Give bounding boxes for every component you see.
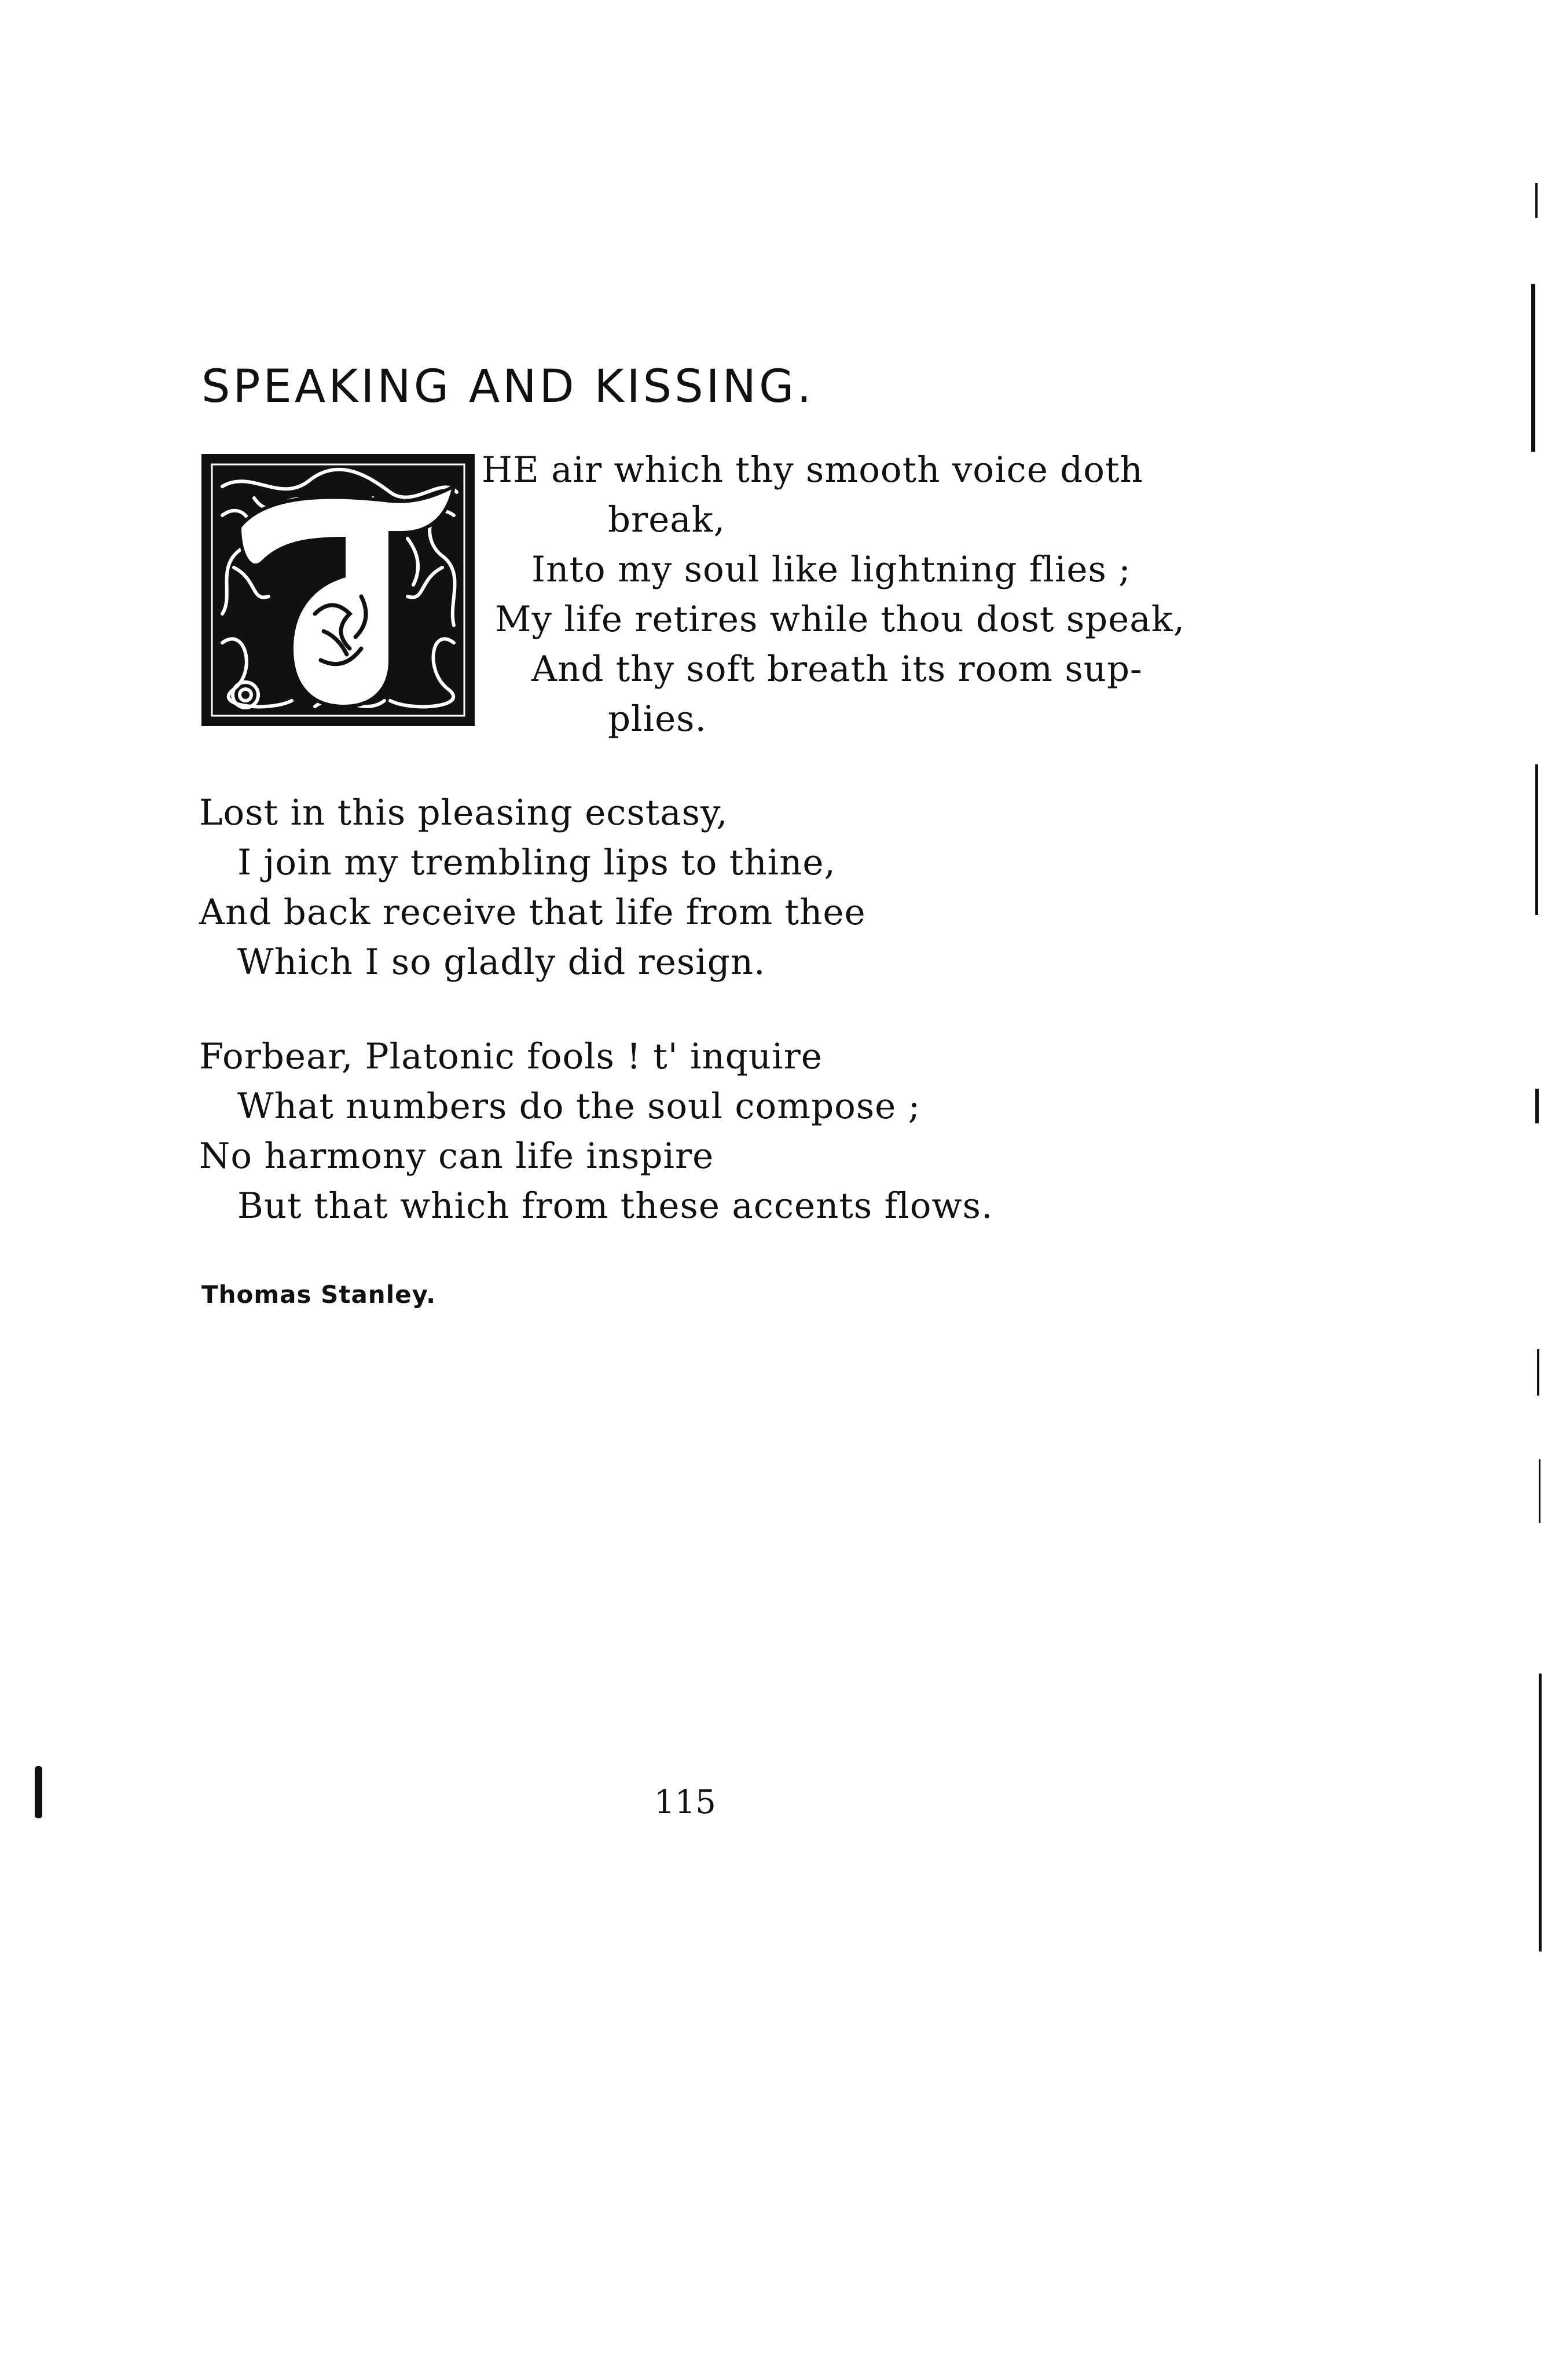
scan-edge-mark bbox=[1535, 764, 1538, 915]
scan-edge-mark bbox=[1531, 284, 1535, 452]
scan-edge-mark bbox=[1535, 183, 1538, 218]
poem-line: HE air which thy smooth voice doth bbox=[482, 449, 1143, 490]
poem-line: But that which from these accents flows. bbox=[237, 1185, 993, 1226]
poem-attribution: Thomas Stanley. bbox=[201, 1280, 436, 1309]
scan-edge-mark bbox=[1539, 1459, 1540, 1523]
scan-edge-mark bbox=[1537, 1349, 1539, 1396]
poem-line: Into my soul like lightning flies ; bbox=[531, 549, 1131, 590]
poem-line: Forbear, Platonic fools ! t' inquire bbox=[199, 1036, 823, 1077]
scan-edge-mark bbox=[1539, 1674, 1542, 1951]
poem-line: And back receive that life from thee bbox=[199, 892, 866, 933]
poem-line: My life retires while thou dost speak, bbox=[495, 599, 1185, 640]
poem-line: plies. bbox=[608, 698, 707, 739]
scan-edge-mark bbox=[1535, 1089, 1539, 1123]
poem-line: And thy soft breath its room sup- bbox=[531, 649, 1143, 690]
poem-line: What numbers do the soul compose ; bbox=[237, 1086, 921, 1127]
scan-edge-mark bbox=[35, 1766, 42, 1818]
poem-line: Lost in this pleasing ecstasy, bbox=[199, 792, 728, 833]
decorative-initial-t bbox=[199, 452, 477, 728]
poem-line: I join my trembling lips to thine, bbox=[237, 842, 836, 883]
poem-title: SPEAKING AND KISSING. bbox=[201, 361, 815, 413]
poem-line: Which I so gladly did resign. bbox=[237, 942, 766, 983]
poem-line: No harmony can life inspire bbox=[199, 1136, 714, 1177]
poem-line: break, bbox=[608, 499, 726, 540]
page-number: 115 bbox=[654, 1784, 716, 1821]
